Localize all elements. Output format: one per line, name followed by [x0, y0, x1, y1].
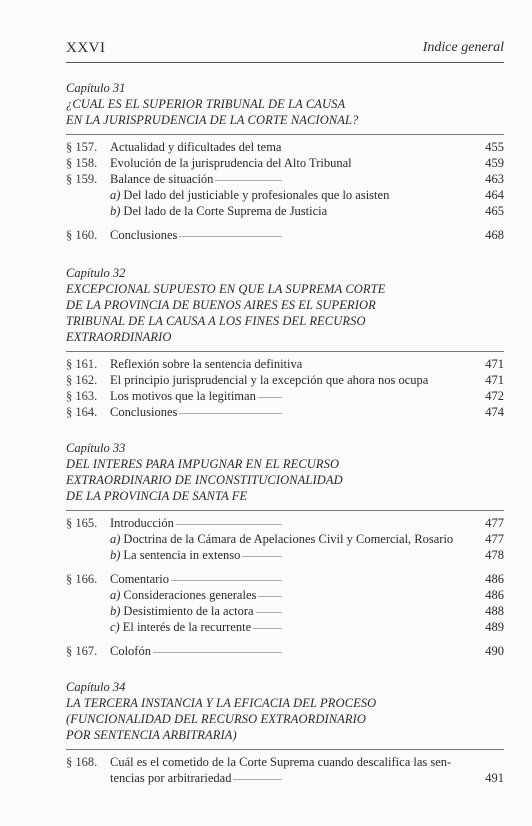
page-number: 463: [485, 172, 504, 186]
page-number-roman: XXVI: [66, 40, 106, 56]
chapter-title-line: DEL INTERES PARA IMPUGNAR EN EL RECURSO: [66, 457, 340, 471]
chapter-label: Capítulo 32: [66, 266, 126, 280]
section-number: § 168.: [66, 755, 98, 769]
chapter-block: [66, 80, 504, 243]
entry-text: Colofón: [110, 644, 151, 658]
chapter-rule: [66, 351, 504, 352]
subsection-letter: b): [110, 604, 121, 618]
entry-text: Del lado de la Corte Suprema de Justicia: [123, 204, 328, 218]
toc-entry-line: [66, 754, 504, 770]
subsection-letter: c): [110, 620, 120, 634]
entry-title: [110, 388, 466, 404]
entry-text: Consideraciones generales: [123, 588, 257, 602]
chapter-title-line: EXCEPCIONAL SUPUESTO EN QUE LA SUPREMA CORTE: [66, 282, 386, 296]
page-number: 486: [485, 588, 504, 602]
entry-text: Balance de situación: [110, 172, 214, 186]
page-number: 471: [485, 357, 504, 371]
chapter-title-line: EN LA JURISPRUDENCIA DE LA CORTE NACIONAL?: [66, 113, 359, 127]
chapter-block: [66, 265, 504, 420]
page-number: 489: [485, 620, 504, 634]
toc-entry[interactable]: [66, 372, 504, 388]
chapter-title: [66, 96, 504, 128]
chapter-title: [66, 695, 504, 743]
section-number: § 167.: [66, 644, 98, 658]
entry-text: Doctrina de la Cámara de Apelaciones Civil y Comercial, Rosario: [123, 532, 454, 546]
entry-text: Evolución de la jurisprudencia del Alto Tribunal: [110, 156, 352, 170]
chapter-title-line: POR SENTENCIA ARBITRARIA): [66, 728, 237, 742]
chapter-rule: [66, 749, 504, 750]
entry-text: Reflexión sobre la sentencia definitiva: [110, 357, 303, 371]
page-number: 477: [485, 532, 504, 546]
toc-entry[interactable]: [66, 139, 504, 155]
section-number: § 163.: [66, 389, 98, 403]
page-number: 472: [485, 389, 504, 403]
running-title: Indice general: [422, 40, 504, 55]
chapter-title-line: EXTRAORDINARIO DE INCONSTITUCIONALIDAD: [66, 473, 343, 487]
entry-title: [110, 587, 466, 603]
page-number: 459: [485, 156, 504, 170]
toc-entry[interactable]: [66, 171, 504, 187]
subsection-letter: a): [110, 532, 121, 546]
entry-text: Desistimiento de la actora: [123, 604, 254, 618]
toc-entry[interactable]: [66, 547, 504, 563]
page-number: 468: [485, 228, 504, 242]
toc-entry[interactable]: [66, 203, 504, 219]
page-number: 490: [485, 644, 504, 658]
section-number: § 158.: [66, 156, 98, 170]
entry-title: [110, 404, 466, 420]
toc-entry[interactable]: [66, 356, 504, 372]
section-number: § 164.: [66, 405, 98, 419]
chapter-title-line: DE LA PROVINCIA DE SANTA FE: [66, 489, 248, 503]
entry-text: Actualidad y dificultades del tema: [110, 140, 282, 154]
page-number: 474: [485, 405, 504, 419]
entry-title: [110, 531, 466, 547]
entry-title: [110, 139, 466, 155]
subsection-letter: a): [110, 188, 121, 202]
section-number: § 161.: [66, 357, 98, 371]
chapter-title: [66, 281, 504, 345]
section-number: § 162.: [66, 373, 98, 387]
entry-text: Introducción: [110, 516, 174, 530]
entry-text: La sentencia in extenso: [123, 548, 241, 562]
subsection-letter: a): [110, 588, 121, 602]
entry-title: [110, 203, 466, 219]
toc-entry[interactable]: [66, 404, 504, 420]
toc-entry[interactable]: [66, 603, 504, 619]
subsection-letter: b): [110, 204, 121, 218]
chapter-title-line: ¿CUAL ES EL SUPERIOR TRIBUNAL DE LA CAUSA: [66, 97, 346, 111]
toc-entry[interactable]: [66, 643, 504, 659]
chapter-block: [66, 679, 504, 786]
toc-entry[interactable]: [66, 531, 504, 547]
entry-title: Cuál es el cometido de la Corte Suprema cuando descalifica las sen-: [110, 755, 452, 769]
chapter-title-line: DE LA PROVINCIA DE BUENOS AIRES ES EL SUPERIOR: [66, 298, 376, 312]
entry-title: [110, 643, 466, 659]
page-header: [66, 40, 504, 63]
toc-entry[interactable]: [66, 619, 504, 635]
entry-title: [110, 770, 466, 786]
toc-entry[interactable]: [66, 187, 504, 203]
entry-title: [110, 619, 466, 635]
entry-title: [110, 187, 466, 203]
toc-entry[interactable]: [66, 388, 504, 404]
chapter-title-line: (FUNCIONALIDAD DEL RECURSO EXTRAORDINARIO: [66, 712, 367, 726]
page-number: 477: [485, 516, 504, 530]
chapter-title-line: LA TERCERA INSTANCIA Y LA EFICACIA DEL PROCESO: [66, 696, 377, 710]
entry-text: El interés de la recurrente: [122, 620, 252, 634]
page-number: 464: [485, 188, 504, 202]
entry-text: El principio jurisprudencial y la excepción que ahora nos ocupa: [110, 373, 429, 387]
entry-text: Comentario: [110, 572, 170, 586]
page-number: 471: [485, 373, 504, 387]
chapter-rule: [66, 510, 504, 511]
page-number: 465: [485, 204, 504, 218]
page-number: 488: [485, 604, 504, 618]
toc-entry[interactable]: [66, 587, 504, 603]
entry-text: Del lado del justiciable y profesionales que lo asisten: [123, 188, 390, 202]
entry-text: tencias por arbitrariedad: [110, 771, 232, 785]
section-number: § 157.: [66, 140, 98, 154]
chapter-label: Capítulo 34: [66, 680, 126, 694]
toc-entry[interactable]: [66, 515, 504, 531]
chapter-title: [66, 456, 504, 504]
section-number: § 160.: [66, 228, 98, 242]
chapter-rule: [66, 134, 504, 135]
chapter-title-line: TRIBUNAL DE LA CAUSA A LOS FINES DEL RECURSO: [66, 314, 366, 328]
toc-entry[interactable]: [66, 571, 504, 587]
entry-title: [110, 603, 466, 619]
section-number: § 165.: [66, 516, 98, 530]
chapter-label: Capítulo 33: [66, 441, 126, 455]
entry-title: [110, 547, 466, 563]
entry-text: Conclusiones: [110, 405, 178, 419]
entry-title: [110, 171, 466, 187]
chapter-label: Capítulo 31: [66, 81, 126, 95]
entry-title: [110, 227, 466, 243]
page-number: 455: [485, 140, 504, 154]
entry-title: [110, 372, 466, 388]
chapter-title-line: EXTRAORDINARIO: [66, 330, 172, 344]
section-number: § 166.: [66, 572, 98, 586]
page-number: 478: [485, 548, 504, 562]
page-number: 486: [485, 572, 504, 586]
entry-title: [110, 356, 466, 372]
toc-entry[interactable]: [66, 155, 504, 171]
subsection-letter: b): [110, 548, 121, 562]
entry-text: Los motivos que la legitiman: [110, 389, 256, 403]
page-number: 491: [485, 771, 504, 785]
entry-title: [110, 155, 466, 171]
toc-entry[interactable]: [66, 770, 504, 786]
toc-entry[interactable]: [66, 227, 504, 243]
section-number: § 159.: [66, 172, 98, 186]
chapter-block: [66, 440, 504, 659]
entry-title: [110, 571, 466, 587]
entry-text: Conclusiones: [110, 228, 178, 242]
entry-title: [110, 515, 466, 531]
table-of-contents: [66, 80, 504, 786]
